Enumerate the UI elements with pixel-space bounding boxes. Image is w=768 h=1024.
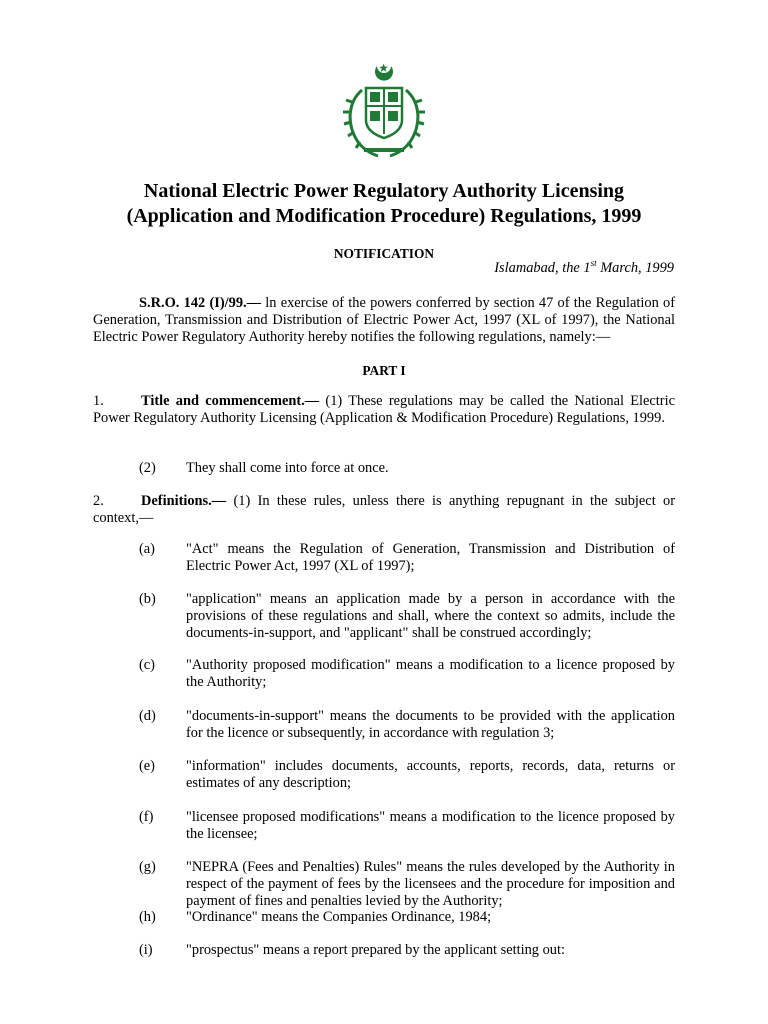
sro-number: S.R.O. 142 (I)/99 bbox=[139, 295, 244, 311]
title-line-1: National Electric Power Regulatory Authority Licensing bbox=[143, 180, 625, 202]
state-emblem-icon bbox=[342, 62, 426, 160]
title-line-2: (Application and Modification Procedure) Regulations, 1999 bbox=[126, 205, 642, 227]
section-2-paragraph: 2. Definitions.— (1) In these rules, unless there is anything repugnant in the subject or context,— bbox=[93, 493, 675, 526]
section-2-heading: Definitions.— bbox=[141, 493, 227, 509]
notification-heading: NOTIFICATION bbox=[333, 246, 435, 261]
preamble-paragraph: S.R.O. 142 (I)/99.— ln exercise of the powers conferred by section 47 of the Regulation of Generation, Transmission and Distribution of Electric Power Act, 1997 (XL of 1997), the National Electric Power Regulatory Authority hereby notifies the following regulations, namely:— bbox=[93, 295, 675, 345]
place-date: Islamabad, the 1st March, 1999 bbox=[494, 258, 674, 276]
section-1-heading: Title and commencement.— bbox=[141, 393, 320, 409]
document-title bbox=[60, 179, 708, 229]
section-1-paragraph: 1. Title and commencement.— (1) These regulations may be called the National Electric Power Regulatory Authority Licensing (Application & Modification Procedure) Regulations, 1999. bbox=[93, 393, 675, 426]
part-heading: PART I bbox=[362, 363, 406, 378]
